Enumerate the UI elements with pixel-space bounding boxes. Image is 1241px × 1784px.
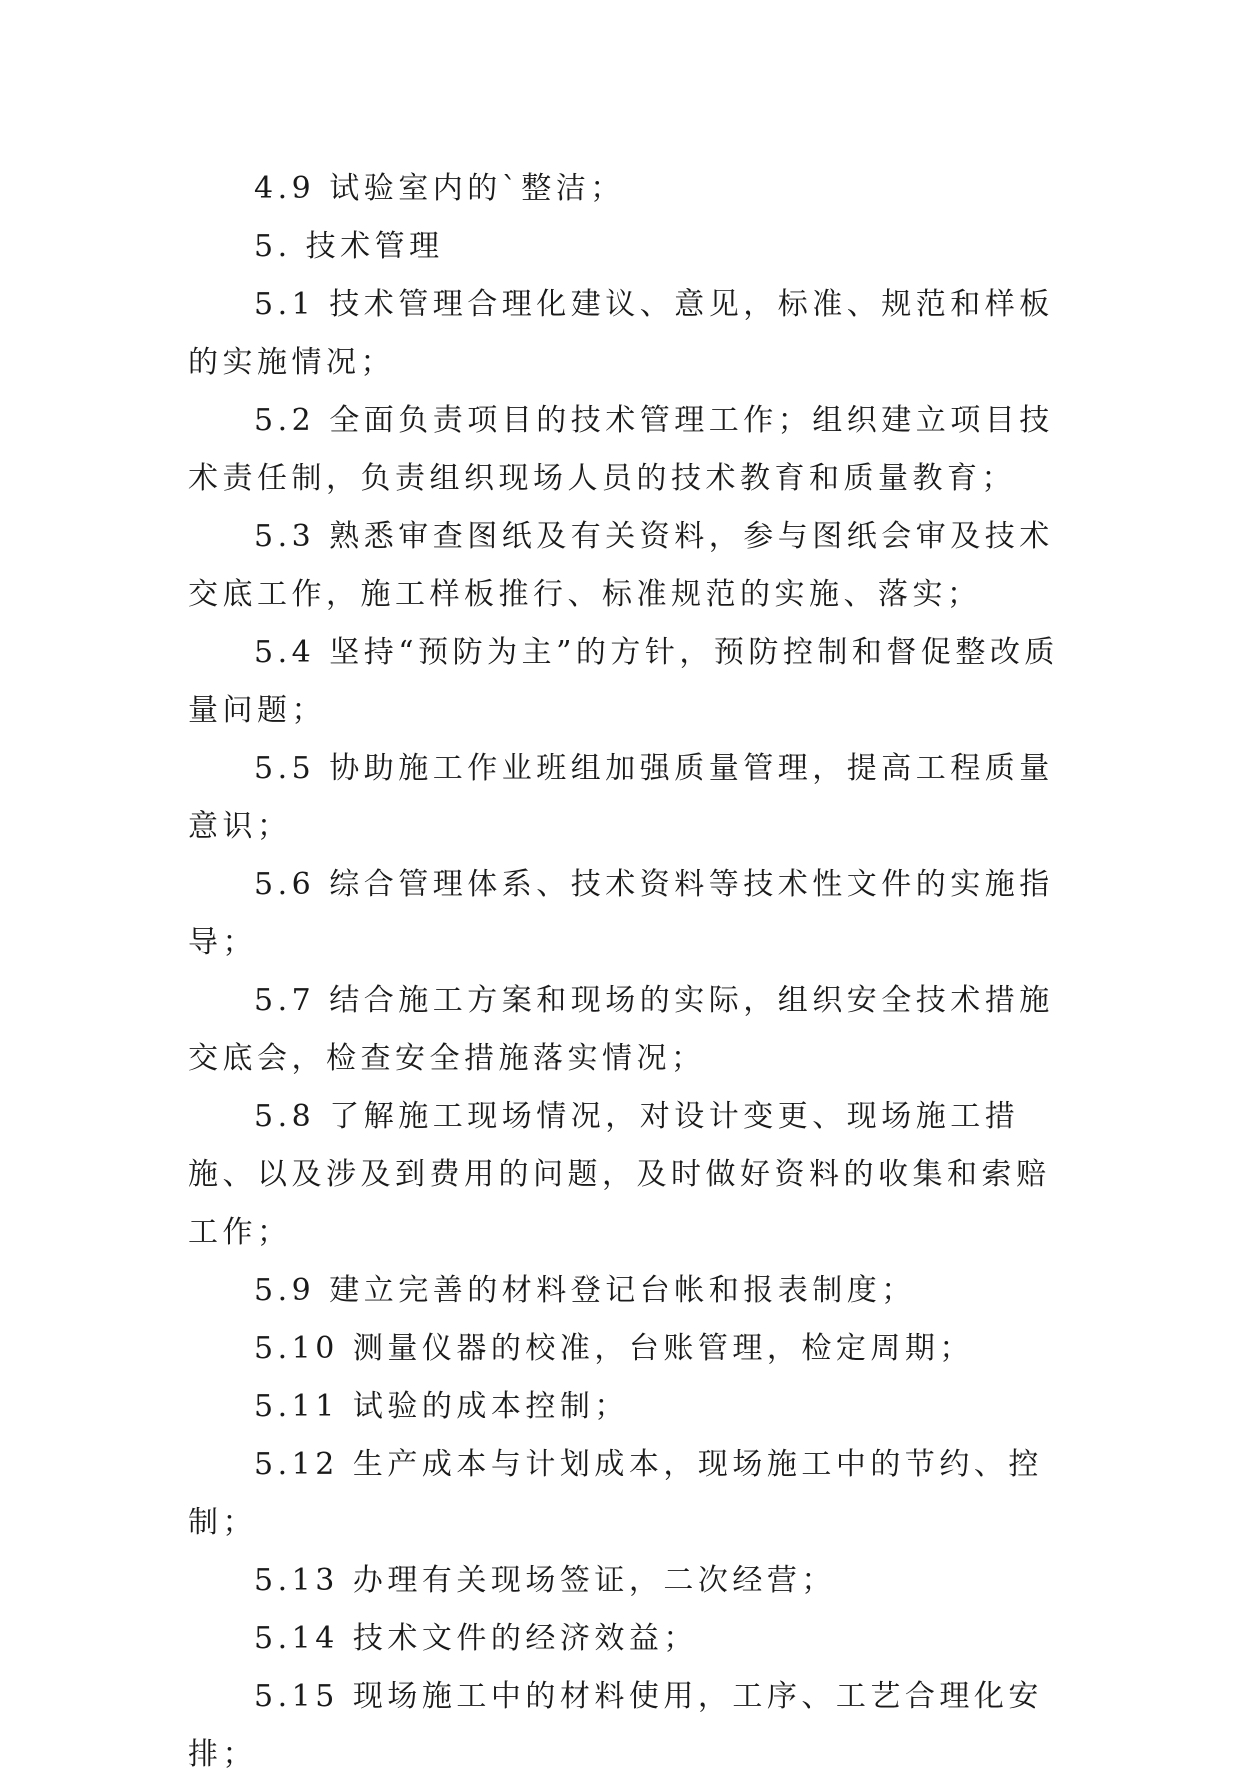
paragraph-5-15: 5.15 现场施工中的材料使用，工序、工艺合理化安排；: [188, 1679, 1043, 1772]
paragraph-4-9: 4.9 试验室内的`整洁；: [254, 171, 625, 206]
paragraph-5-12: 5.12 生产成本与计划成本，现场施工中的节约、控制；: [188, 1447, 1043, 1540]
paragraph-5-10: 5.10 测量仪器的校准，台账管理，检定周期；: [254, 1331, 974, 1366]
section-heading-5: 5. 技术管理: [254, 229, 444, 264]
paragraph-5-14: 5.14 技术文件的经济效益；: [254, 1621, 698, 1656]
paragraph-5-3: 5.3 熟悉审查图纸及有关资料，参与图纸会审及技术交底工作，施工样板推行、标准规范的实施、落实；: [188, 519, 1054, 612]
paragraph-5-11: 5.11 试验的成本控制；: [254, 1389, 629, 1424]
paragraph-5-7: 5.7 结合施工方案和现场的实际，组织安全技术措施交底会，检查安全措施落实情况；: [188, 983, 1054, 1076]
paragraph-5-9: 5.9 建立完善的材料登记台帐和报表制度；: [254, 1273, 916, 1308]
paragraph-5-6: 5.6 综合管理体系、技术资料等技术性文件的实施指导；: [188, 867, 1054, 960]
paragraph-5-1: 5.1 技术管理合理化建议、意见，标准、规范和样板的实施情况；: [188, 287, 1054, 380]
paragraph-5-2: 5.2 全面负责项目的技术管理工作；组织建立项目技术责任制，负责组织现场人员的技术教育和质量教育；: [188, 403, 1054, 496]
paragraph-5-8: 5.8 了解施工现场情况，对设计变更、现场施工措施、以及涉及到费用的问题，及时做好资料的收集和索赔工作；: [188, 1099, 1051, 1250]
paragraph-5-5: 5.5 协助施工作业班组加强质量管理，提高工程质量意识；: [188, 751, 1054, 844]
document-body: [188, 160, 1068, 1784]
paragraph-5-13: 5.13 办理有关现场签证，二次经营；: [254, 1563, 836, 1598]
paragraph-5-4: 5.4 坚持“预防为主”的方针，预防控制和督促整改质量问题；: [188, 635, 1059, 728]
